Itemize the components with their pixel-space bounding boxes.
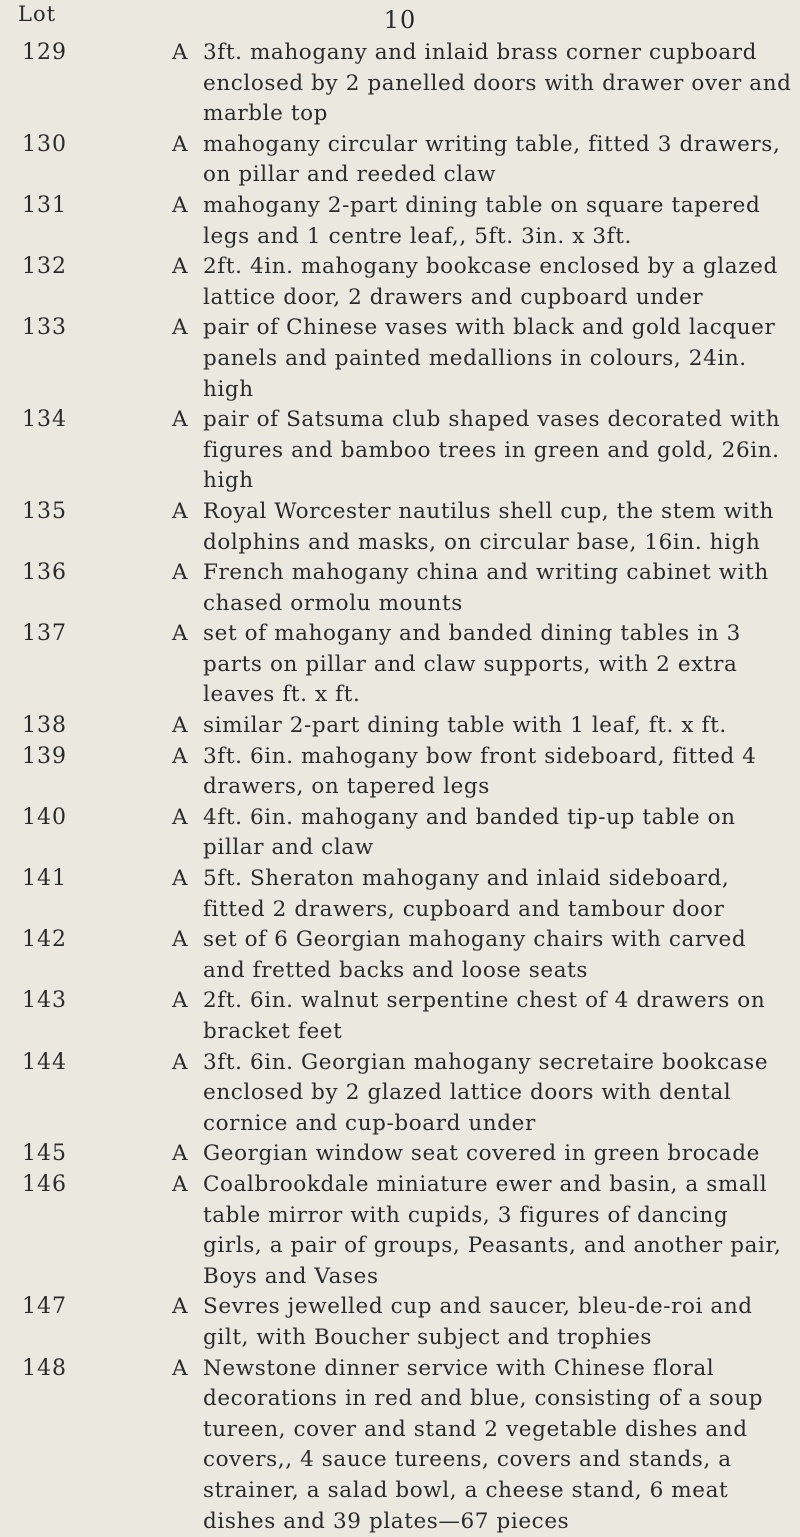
lot-description: Royal Worcester nautilus shell cup, the stem with dolphins and masks, on circular base, 16in. high [203, 498, 774, 555]
lot-number: 131 [22, 192, 67, 218]
lot-number: 146 [22, 1171, 67, 1197]
lot-entry [0, 191, 800, 252]
lot-description: pair of Satsuma club shaped vases decorated with figures and bamboo trees in green and gold, 26in. high [203, 407, 781, 494]
lot-entry [0, 558, 800, 619]
lot-letter: A [172, 866, 189, 892]
lot-number: 145 [22, 1141, 67, 1167]
lot-number: 135 [22, 498, 67, 524]
lot-number: 144 [22, 1049, 67, 1075]
lot-letter: A [172, 927, 189, 953]
lot-number: 136 [22, 560, 67, 586]
lot-entry [0, 1354, 800, 1537]
lot-entry [0, 803, 800, 864]
lot-description: French mahogany china and writing cabinet with chased ormolu mounts [203, 560, 769, 616]
lot-number: 142 [22, 927, 67, 953]
lot-letter: A [172, 743, 189, 769]
lot-letter: A [172, 1355, 189, 1381]
lot-entry [0, 313, 800, 405]
lot-number: 148 [22, 1355, 67, 1381]
lot-description: Coalbrookdale miniature ewer and basin, a small table mirror with cupids, 3 figures of dancing girls, a pair of groups, Peasants, and another pair, Boys and Vases [203, 1171, 782, 1289]
lot-list [0, 38, 800, 1537]
lot-letter: A [172, 560, 189, 586]
lot-number: 137 [22, 621, 67, 647]
lot-letter: A [172, 1141, 189, 1167]
lot-number: 133 [22, 315, 67, 341]
lot-letter: A [172, 1294, 189, 1320]
lot-entry [0, 1139, 800, 1170]
lot-number: 140 [22, 804, 67, 830]
lot-letter: A [172, 1049, 189, 1075]
lot-description: 2ft. 6in. walnut serpentine chest of 4 drawers on bracket feet [203, 988, 766, 1044]
lot-number: 132 [22, 254, 67, 280]
lot-description: Newstone dinner service with Chinese floral decorations in red and blue, consisting of a soup tureen, cover and stand 2 vegetable dishes and covers,, 4 sauce tureens, covers and stands, a strainer, a salad bowl, a cheese stand, 6 meat dishes and 39 plates—67 pieces [203, 1355, 764, 1534]
lot-letter: A [172, 40, 189, 65]
lot-column-header: Lot [18, 2, 57, 26]
lot-letter: A [172, 1171, 189, 1197]
lot-description: mahogany 2-part dining table on square tapered legs and 1 centre leaf,, 5ft. 3in. x 3ft. [203, 192, 761, 249]
lot-entry [0, 1170, 800, 1292]
lot-entry [0, 711, 800, 742]
lot-entry [0, 1048, 800, 1140]
lot-entry [0, 497, 800, 558]
lot-entry [0, 986, 800, 1047]
lot-description: 4ft. 6in. mahogany and banded tip-up table on pillar and claw [203, 804, 736, 861]
lot-number: 147 [22, 1294, 67, 1320]
lot-letter: A [172, 131, 189, 157]
lot-letter: A [172, 713, 189, 739]
lot-number: 130 [22, 131, 67, 157]
lot-description: mahogany circular writing table, fitted 3 drawers, on pillar and reeded claw [203, 131, 781, 188]
lot-letter: A [172, 192, 189, 218]
lot-description: 5ft. Sheraton mahogany and inlaid sideboard, fitted 2 drawers, cupboard and tambour door [203, 866, 730, 922]
lot-letter: A [172, 407, 189, 433]
lot-description: 3ft. 6in. mahogany bow front sideboard, fitted 4 drawers, on tapered legs [203, 743, 757, 800]
lot-entry [0, 864, 800, 925]
lot-entry [0, 742, 800, 803]
lot-description: 3ft. mahogany and inlaid brass corner cupboard enclosed by 2 panelled doors with drawer over and marble top [203, 40, 792, 127]
lot-number: 139 [22, 743, 67, 769]
lot-entry [0, 252, 800, 313]
lot-letter: A [172, 254, 189, 280]
lot-letter: A [172, 988, 189, 1014]
lot-entry [0, 130, 800, 191]
lot-number: 141 [22, 866, 67, 892]
lot-entry [0, 38, 800, 130]
lot-description: 2ft. 4in. mahogany bookcase enclosed by a glazed lattice door, 2 drawers and cupboard under [203, 254, 778, 310]
lot-number: 129 [22, 40, 67, 65]
lot-number: 143 [22, 988, 67, 1014]
lot-entry [0, 1292, 800, 1353]
page-number: 10 [383, 6, 417, 34]
lot-description: set of 6 Georgian mahogany chairs with carved and fretted backs and loose seats [203, 927, 747, 983]
lot-entry [0, 925, 800, 986]
lot-entry [0, 405, 800, 497]
lot-entry [0, 619, 800, 711]
lot-letter: A [172, 804, 189, 830]
lot-letter: A [172, 315, 189, 341]
lot-description: Sevres jewelled cup and saucer, bleu-de-roi and gilt, with Boucher subject and trophies [203, 1294, 753, 1350]
lot-description: pair of Chinese vases with black and gold lacquer panels and painted medallions in colours, 24in. high [203, 315, 776, 402]
lot-letter: A [172, 498, 189, 524]
lot-description: 3ft. 6in. Georgian mahogany secretaire bookcase enclosed by 2 glazed lattice doors with dental cornice and cup-board under [203, 1049, 769, 1136]
lot-description: Georgian window seat covered in green brocade [203, 1141, 760, 1167]
lot-number: 134 [22, 407, 67, 433]
lot-letter: A [172, 621, 189, 647]
lot-description: similar 2-part dining table with 1 leaf, ft. x ft. [203, 713, 727, 739]
lot-number: 138 [22, 713, 67, 739]
lot-description: set of mahogany and banded dining tables in 3 parts on pillar and claw supports, with 2 extra leaves ft. x ft. [203, 621, 741, 708]
